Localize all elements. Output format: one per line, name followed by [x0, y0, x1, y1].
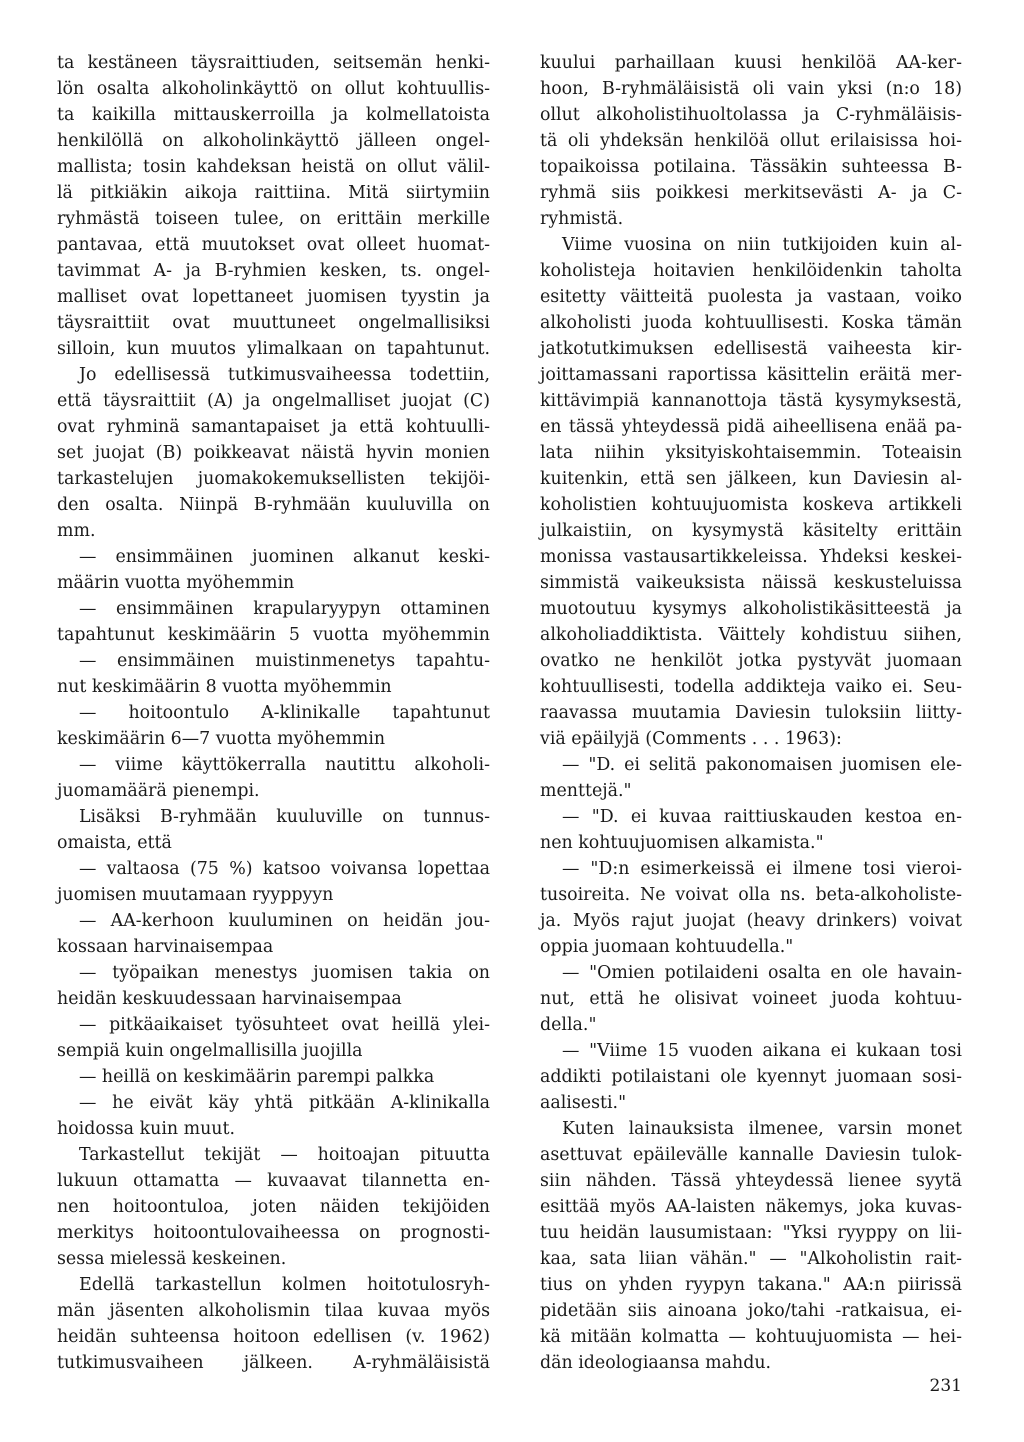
text-line: kuului parhaillaan kuusi henkilöä AA-ker-: [540, 53, 962, 73]
page-number: 231: [929, 1376, 962, 1396]
text-line: henkilöllä on alkoholinkäyttö jälleen ongel-: [57, 131, 490, 151]
text-line: — "Omien potilaideni osalta en ole havain-: [562, 963, 962, 983]
text-line: nut, että he olisivat voineet juoda kohtuu-: [540, 989, 962, 1009]
text-line: — työpaikan menestys juomisen takia on: [79, 963, 490, 983]
text-line: Kuten lainauksista ilmenee, varsin monet: [562, 1119, 962, 1139]
text-line: silloin, kun muutos ylimalkaan on tapahtunut.: [57, 339, 490, 359]
text-line: män jäsenten alkoholismin tilaa kuvaa myös: [57, 1301, 490, 1321]
text-line: heidän keskuudessaan harvinaisempaa: [57, 989, 402, 1009]
text-line: menttejä.": [540, 781, 632, 801]
text-line: julkaistiin, on kysymystä käsitelty erittäin: [540, 521, 962, 541]
text-line: määrin vuotta myöhemmin: [57, 573, 295, 593]
text-line: heidän suhteensa hoitoon edellisen (v. 1962): [57, 1327, 490, 1347]
text-line: asettuvat epäilevälle kannalle Daviesin tulok-: [540, 1145, 962, 1165]
text-line: hoidossa kuin muut.: [57, 1119, 236, 1139]
text-line: — viime käyttökerralla nautittu alkoholi-: [79, 755, 490, 775]
text-line: — ensimmäinen muistinmenetys tapahtu-: [79, 651, 490, 671]
text-line: dän ideologiaansa mahdu.: [540, 1353, 772, 1373]
text-line: nen kohtuujuomisen alkamista.": [540, 833, 824, 853]
text-line: topaikoissa potilaina. Tässäkin suhteessa B-: [540, 157, 962, 177]
text-line: ja. Myös rajut juojat (heavy drinkers) voivat: [540, 911, 962, 931]
text-line: lä pitkiäkin aikoja raittiina. Mitä siirtymiin: [57, 183, 490, 203]
text-line: sempiä kuin ongelmallisilla juojilla: [57, 1041, 363, 1061]
text-line: ryhmästä toiseen tulee, on erittäin merkille: [57, 209, 490, 229]
text-line: keskimäärin 6—7 vuotta myöhemmin: [57, 729, 386, 749]
text-line: tusoireita. Ne voivat olla ns. beta-alkoholiste-: [540, 885, 962, 905]
text-line: — ensimmäinen krapularyypyn ottaminen: [79, 599, 490, 619]
text-line: joittamassani raportissa käsittelin eräitä mer-: [540, 365, 962, 385]
text-line: lön osalta alkoholinkäyttö on ollut kohtuullis-: [57, 79, 490, 99]
text-line: kittävimpiä kannanottoja tästä kysymyksestä,: [540, 391, 962, 411]
text-line: tavimmat A- ja B-ryhmien kesken, ts. ongel-: [57, 261, 490, 281]
text-line: — valtaosa (75 %) katsoo voivansa lopettaa: [79, 859, 490, 879]
text-line: tarkastelujen juomakokemuksellisten tekijöi-: [57, 469, 490, 489]
text-line: juomamäärä pienempi.: [57, 781, 260, 801]
left-text-column: [57, 50, 490, 1376]
text-line: ovat ryhminä samantapaiset ja että kohtuulli-: [57, 417, 490, 437]
text-line: Viime vuosina on niin tutkijoiden kuin al-: [562, 235, 962, 255]
text-line: omaista, että: [57, 833, 172, 853]
text-line: tapahtunut keskimäärin 5 vuotta myöhemmin: [57, 625, 490, 645]
text-line: siin nähden. Tässä yhteydessä lienee syytä: [540, 1171, 962, 1191]
text-line: ryhmistä.: [540, 209, 624, 229]
text-line: kossaan harvinaisempaa: [57, 937, 274, 957]
text-line: lata niihin yksityiskohtaisemmin. Toteaisin: [540, 443, 962, 463]
text-line: ta kaikilla mittauskerroilla ja kolmellatoista: [57, 105, 490, 125]
text-line: tius on yhden ryypyn takana." AA:n piirissä: [540, 1275, 962, 1295]
text-line: Tarkastellut tekijät — hoitoajan pituutta: [79, 1145, 490, 1165]
text-line: — "D. ei selitä pakonomaisen juomisen ele-: [562, 755, 962, 775]
text-line: tä oli yhdeksän henkilöä ollut erilaisissa hoi-: [540, 131, 962, 151]
text-line: den osalta. Niinpä B-ryhmään kuuluvilla on: [57, 495, 490, 515]
text-line: — "Viime 15 vuoden aikana ei kukaan tosi: [562, 1041, 962, 1061]
text-line: addikti potilaistani ole kyennyt juomaan sosi-: [540, 1067, 962, 1087]
text-line: — "D. ei kuvaa raittiuskauden kestoa en-: [562, 807, 962, 827]
text-line: ryhmä siis poikkesi merkitsevästi A- ja C-: [540, 183, 962, 203]
text-line: Edellä tarkastellun kolmen hoitotulosryh-: [79, 1275, 490, 1295]
text-line: raavassa muutamia Daviesin tuloksiin liitty-: [540, 703, 962, 723]
text-line: set juojat (B) poikkeavat näistä hyvin monien: [57, 443, 490, 463]
text-line: tuu heidän lausumistaan: "Yksi ryyppy on lii-: [540, 1223, 962, 1243]
text-line: merkitys hoitoontulovaiheessa on prognosti-: [57, 1223, 490, 1243]
text-line: — ensimmäinen juominen alkanut keski-: [79, 547, 490, 567]
text-line: esittää myös AA-laisten näkemys, joka kuvas-: [540, 1197, 962, 1217]
text-line: simmistä vaikeuksista näissä keskusteluissa: [540, 573, 962, 593]
text-line: koholistien kohtuujuomista koskeva artikkeli: [540, 495, 962, 515]
text-line: monissa vastausartikkeleissa. Yhdeksi keskei-: [540, 547, 962, 567]
text-line: mm.: [57, 521, 96, 541]
text-line: tutkimusvaiheen jälkeen. A-ryhmäläisistä: [57, 1353, 490, 1373]
text-line: lukuun ottamatta — kuvaavat tilannetta en-: [57, 1171, 490, 1191]
text-line: — pitkäaikaiset työsuhteet ovat heillä ylei-: [79, 1015, 490, 1035]
text-line: Lisäksi B-ryhmään kuuluville on tunnus-: [79, 807, 490, 827]
text-line: kohtuullisesti, todella addikteja vaiko ei. Seu-: [540, 677, 962, 697]
text-line: jatkotutkimuksen edellisestä vaiheesta kir-: [540, 339, 962, 359]
text-line: nen hoitoontuloa, joten näiden tekijöiden: [57, 1197, 490, 1217]
text-line: muotoutuu kysymys alkoholistikäsitteestä ja: [540, 599, 962, 619]
text-line: — AA-kerhoon kuuluminen on heidän jou-: [79, 911, 490, 931]
text-line: täysraittiit ovat muuttuneet ongelmallisiksi: [57, 313, 490, 333]
text-line: della.": [540, 1015, 597, 1035]
text-line: nut keskimäärin 8 vuotta myöhemmin: [57, 677, 392, 697]
text-line: Jo edellisessä tutkimusvaiheessa todettiin,: [79, 365, 490, 385]
right-text-column: [540, 50, 962, 1376]
text-line: koholisteja hoitavien henkilöidenkin taholta: [540, 261, 962, 281]
text-line: sessa mielessä keskeinen.: [57, 1249, 287, 1269]
text-line: pantavaa, että muutokset ovat olleet huomat-: [57, 235, 490, 255]
text-line: — heillä on keskimäärin parempi palkka: [79, 1067, 435, 1087]
text-line: juomisen muutamaan ryyppyyn: [57, 885, 334, 905]
text-line: kä mitään kolmatta — kohtuujuomista — hei-: [540, 1327, 962, 1347]
text-line: oppia juomaan kohtuudella.": [540, 937, 794, 957]
text-line: alkoholiaddiktista. Väittely kohdistuu siihen,: [540, 625, 962, 645]
text-line: — hoitoontulo A-klinikalle tapahtunut: [79, 703, 490, 723]
text-line: ta kestäneen täysraittiuden, seitsemän henki-: [57, 53, 490, 73]
text-line: viä epäilyjä (Comments . . . 1963):: [540, 729, 842, 749]
text-line: en tässä yhteydessä pidä aiheellisena enää pa-: [540, 417, 962, 437]
text-line: mallista; tosin kahdeksan heistä on ollut välil-: [57, 157, 490, 177]
text-line: esitetty väitteitä puolesta ja vastaan, voiko: [540, 287, 962, 307]
text-line: ovatko ne henkilöt jotka pystyvät juomaan: [540, 651, 962, 671]
text-line: — he eivät käy yhtä pitkään A-klinikalla: [79, 1093, 490, 1113]
text-line: kaa, sata liian vähän." — "Alkoholistin rait-: [540, 1249, 962, 1269]
text-line: että täysraittiit (A) ja ongelmalliset juojat (C): [57, 391, 490, 411]
text-line: pidetään siis ainoana joko/tahi -ratkaisua, ei-: [540, 1301, 962, 1321]
text-line: malliset ovat lopettaneet juomisen tyystin ja: [57, 287, 490, 307]
text-line: aalisesti.": [540, 1093, 627, 1113]
text-line: alkoholisti juoda kohtuullisesti. Koska tämän: [540, 313, 962, 333]
text-line: kuitenkin, että sen jälkeen, kun Daviesin al-: [540, 469, 962, 489]
text-line: — "D:n esimerkeissä ei ilmene tosi vieroi-: [562, 859, 962, 879]
text-line: ollut alkoholistihuoltolassa ja C-ryhmäläisis-: [540, 105, 962, 125]
text-line: hoon, B-ryhmäläisistä oli vain yksi (n:o 18): [540, 79, 962, 99]
